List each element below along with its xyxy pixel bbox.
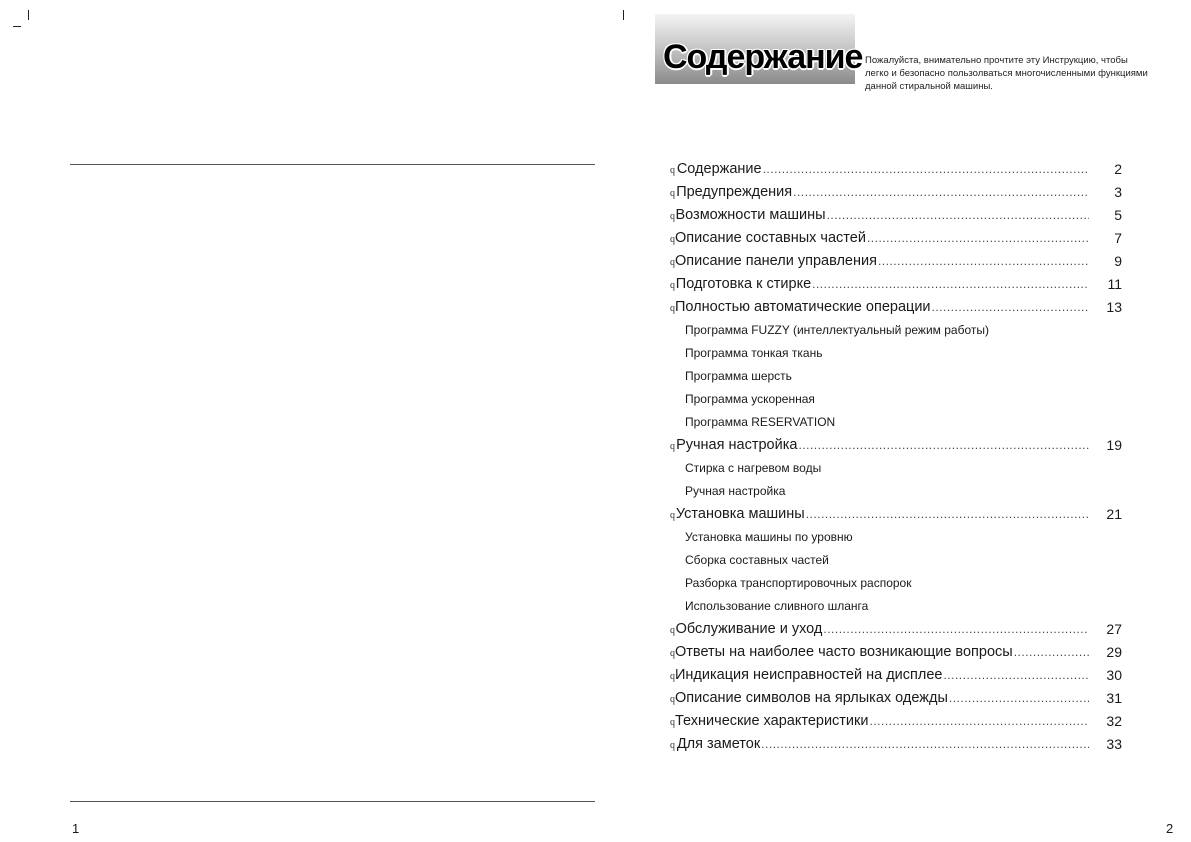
bullet-icon: q [670,716,675,728]
toc-subentry-label: Программа FUZZY (интеллектуальный режим работы) [685,322,989,337]
toc-entry [670,502,1122,525]
toc-entry [670,709,1122,732]
toc-entry-label: Ручная настройка [676,436,798,453]
toc-entry-page: 19 [1106,436,1122,453]
toc-subentry [670,410,1122,433]
bullet-icon: q [670,647,675,659]
left-page-bottom-rule [70,801,595,802]
toc-entry-page: 30 [1106,666,1122,683]
intro-line: легко и безопасно пользолваться многочисленными функциями [865,68,1148,79]
toc-entry-label: Ответы на наиболее часто возникающие вопросы [675,643,1013,660]
bullet-icon: q [670,256,675,268]
dot-leader [949,691,1089,705]
right-page-number: 2 [1166,821,1174,836]
toc-subentry-label: Стирка с нагревом воды [685,460,822,475]
toc-entry-page: 32 [1106,712,1122,729]
toc-entry-label: Установка машины [675,505,805,522]
toc-subentry-label: Разборка транспортировочных распорок [685,575,912,590]
toc-entry-label: Полностью автоматические операции [675,298,931,315]
toc-subentry [670,548,1122,571]
toc-entry-page: 29 [1106,643,1122,660]
dot-leader [812,277,1089,291]
toc-entry [670,663,1122,686]
toc-entry-label: Предупреждения [676,183,793,200]
toc-entry [670,249,1122,272]
toc-entry-page: 31 [1106,689,1122,706]
intro-text [865,54,1175,93]
bullet-icon: q [670,739,675,751]
toc-subentry-label: Сборка составных частей [685,552,829,567]
toc-entry [670,617,1122,640]
toc-entry [670,732,1122,755]
toc-subentry-label: Программа ускоренная [685,391,815,406]
toc-subentry [670,387,1122,410]
dot-leader [943,668,1089,682]
dot-leader [763,162,1089,176]
bullet-icon: q [670,624,675,636]
toc-entry [670,226,1122,249]
bullet-icon: q [670,187,675,199]
toc-subentry-label: Ручная настройка [685,483,786,498]
page-title: Содержание [663,38,863,76]
toc-subentry [670,364,1122,387]
toc-subentry-label: Установка машины по уровню [685,529,853,544]
toc-entry-label: Индикация неисправностей на дисплее [675,666,943,683]
bullet-icon: q [670,440,675,452]
bullet-icon: q [670,693,675,705]
toc-subentry [670,525,1122,548]
toc-entry-label: Описание составных частей [675,229,866,246]
toc-entry-page: 2 [1114,160,1122,177]
toc-entry-page: 13 [1106,298,1122,315]
bullet-icon: q [670,670,675,682]
toc-entry-label: Возможности машины [675,206,826,223]
toc-entry-label: Для заметок [676,735,761,752]
toc-subentry [670,594,1122,617]
dot-leader [867,231,1089,245]
left-page-number: 1 [72,821,80,836]
crop-mark-left-vertical [28,10,29,20]
toc-entry [670,686,1122,709]
dot-leader [798,438,1089,452]
toc-subentry-label: Программа шерсть [685,368,792,383]
dot-leader [827,208,1089,222]
toc-entry-page: 9 [1114,252,1122,269]
toc-entry [670,203,1122,226]
bullet-icon: q [670,164,675,176]
toc-entry [670,180,1122,203]
toc-entry-label: Описание панели управления [675,252,877,269]
toc-entry-label: Содержание [676,160,762,177]
table-of-contents [670,157,1122,755]
toc-entry [670,640,1122,663]
toc-entry-page: 33 [1106,735,1122,752]
crop-mark-center-vertical [623,10,624,20]
toc-entry-page: 3 [1114,183,1122,200]
toc-entry [670,157,1122,180]
crop-mark-left-horizontal [13,26,21,27]
toc-entry [670,433,1122,456]
intro-line: Пожалуйста, внимательно прочтите эту Инструкцию, чтобы [865,55,1128,66]
dot-leader [869,714,1089,728]
toc-entry-label: Технические характеристики [675,712,869,729]
bullet-icon: q [670,302,675,314]
toc-subentry-label: Программа RESERVATION [685,414,836,429]
toc-entry-page: 21 [1106,505,1122,522]
toc-entry-page: 27 [1106,620,1122,637]
dot-leader [761,737,1089,751]
toc-subentry [670,318,1122,341]
bullet-icon: q [670,509,675,521]
toc-entry [670,272,1122,295]
toc-subentry [670,341,1122,364]
intro-line: данной стиральной машины. [865,81,993,92]
dot-leader [806,507,1089,521]
toc-entry [670,295,1122,318]
toc-subentry [670,571,1122,594]
toc-subentry [670,479,1122,502]
left-page-top-rule [70,164,595,165]
bullet-icon: q [670,210,675,222]
dot-leader [1014,645,1089,659]
bullet-icon: q [670,279,675,291]
dot-leader [793,185,1089,199]
toc-subentry [670,456,1122,479]
bullet-icon: q [670,233,675,245]
toc-entry-page: 5 [1114,206,1122,223]
dot-leader [878,254,1089,268]
toc-entry-label: Описание символов на ярлыках одежды [675,689,948,706]
toc-subentry-label: Программа тонкая ткань [685,345,823,360]
toc-entry-page: 7 [1114,229,1122,246]
dot-leader [932,300,1089,314]
dot-leader [823,622,1089,636]
toc-entry-page: 11 [1107,275,1122,292]
toc-entry-label: Подготовка к стирке [675,275,812,292]
toc-subentry-label: Использование сливного шланга [685,598,869,613]
toc-entry-label: Обслуживание и уход [675,620,823,637]
